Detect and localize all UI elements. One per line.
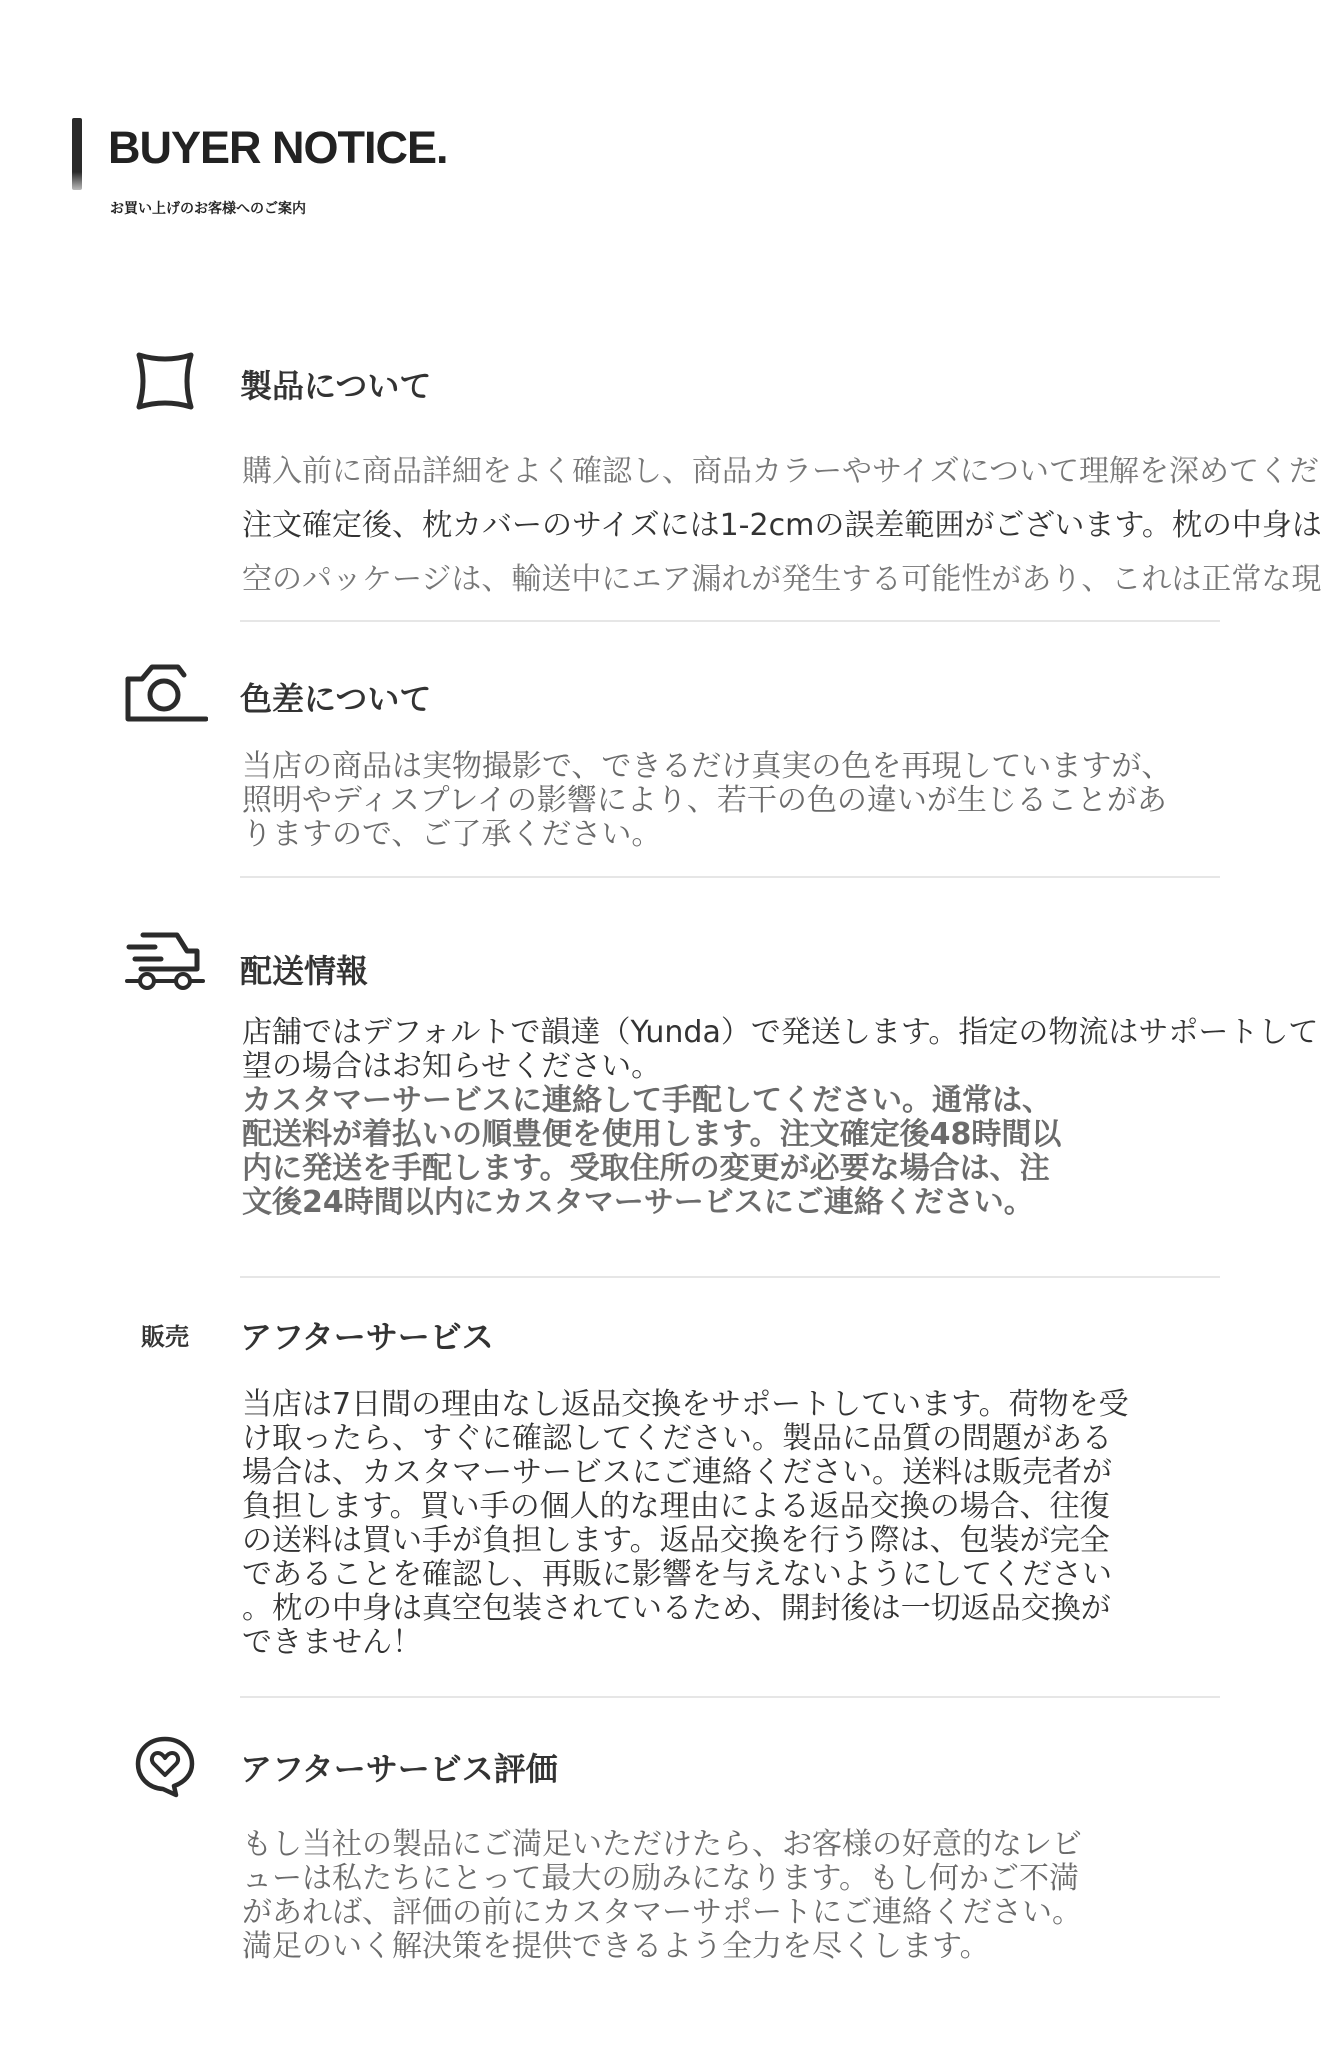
- body-line: りますので、ご了承ください。: [242, 817, 662, 852]
- sales-label: 販売: [141, 1322, 189, 1351]
- body-line: があれば、評価の前にカスタマーサポートにご連絡ください。: [242, 1895, 1082, 1930]
- divider: [240, 1276, 1220, 1278]
- camera-icon: [120, 652, 210, 732]
- section-body: [242, 1016, 1318, 1220]
- body-line: 当店の商品は実物撮影で、できるだけ真実の色を再現していますが、: [242, 749, 1172, 784]
- body-line-emphasis: 文後24時間以内にカスタマーサービスにご連絡ください。: [242, 1185, 1034, 1220]
- divider: [240, 620, 1220, 622]
- section-title: 配送情報: [240, 952, 369, 990]
- section-title: アフターサービス: [240, 1318, 494, 1356]
- body-line: できません！: [242, 1625, 422, 1660]
- section-body: [242, 1388, 1129, 1660]
- body-line-emphasis: 内に発送を手配します。受取住所の変更が必要な場合は、注: [242, 1151, 1050, 1186]
- section-body: [242, 750, 1171, 852]
- body-line: 照明やディスプレイの影響により、若干の色の違いが生じることがあ: [242, 783, 1167, 818]
- section-title: 色差について: [240, 680, 432, 718]
- pillow-icon: [120, 341, 210, 421]
- body-line: であることを確認し、再販に影響を与えないようにしてください: [242, 1557, 1112, 1592]
- body-line: 購入前に商品詳細をよく確認し、商品カラーやサイズについて理解を深めてくだ: [242, 454, 1319, 489]
- body-line-emphasis: カスタマーサービスに連絡して手配してください。通常は、: [242, 1083, 1052, 1118]
- body-line: もし当社の製品にご満足いただけたら、お客様の好意的なレビ: [242, 1827, 1082, 1862]
- sales-label-icon: [120, 1294, 210, 1374]
- body-line: け取ったら、すぐに確認してください。製品に品質の問題がある: [242, 1421, 1112, 1456]
- divider: [240, 1696, 1220, 1698]
- delivery-truck-icon: [120, 920, 210, 1000]
- body-line: 場合は、カスタマーサービスにご連絡ください。送料は販売者が: [242, 1455, 1112, 1490]
- body-line: 。枕の中身は真空包装されているため、開封後は一切返品交換が: [242, 1591, 1111, 1626]
- body-line: 注文確定後、枕カバーのサイズには1-2cmの誤差範囲がございます。枕の中身は: [242, 508, 1322, 543]
- body-line: 空のパッケージは、輸送中にエア漏れが発生する可能性があり、これは正常な現: [242, 562, 1322, 597]
- body-line: ューは私たちにとって最大の励みになります。もし何かご不満: [242, 1861, 1079, 1896]
- body-line: 当店は7日間の理由なし返品交換をサポートしています。荷物を受: [242, 1387, 1129, 1422]
- body-line: の送料は買い手が負担します。返品交換を行う際は、包装が完全: [242, 1523, 1110, 1558]
- body-line: 負担します。買い手の個人的な理由による返品交換の場合、往復: [242, 1489, 1110, 1524]
- body-line: 店舗ではデフォルトで韻達（Yunda）で発送します。指定の物流はサポートして: [242, 1015, 1319, 1050]
- section-body: [242, 1828, 1082, 1964]
- page-title: BUYER NOTICE.: [108, 122, 448, 173]
- body-line: 満足のいく解決策を提供できるよう全力を尽くします。: [242, 1929, 990, 1964]
- divider: [240, 876, 1220, 878]
- header-accent-bar: [72, 118, 82, 190]
- page-subtitle: お買い上げのお客様へのご案内: [110, 201, 306, 217]
- section-title: アフターサービス評価: [240, 1750, 558, 1788]
- heart-chat-icon: [120, 1726, 210, 1806]
- section-body: [242, 445, 1322, 607]
- body-line-emphasis: 配送料が着払いの順豊便を使用します。注文確定後48時間以: [242, 1117, 1062, 1152]
- body-line: 望の場合はお知らせください。: [242, 1049, 662, 1084]
- section-title: 製品について: [240, 367, 432, 405]
